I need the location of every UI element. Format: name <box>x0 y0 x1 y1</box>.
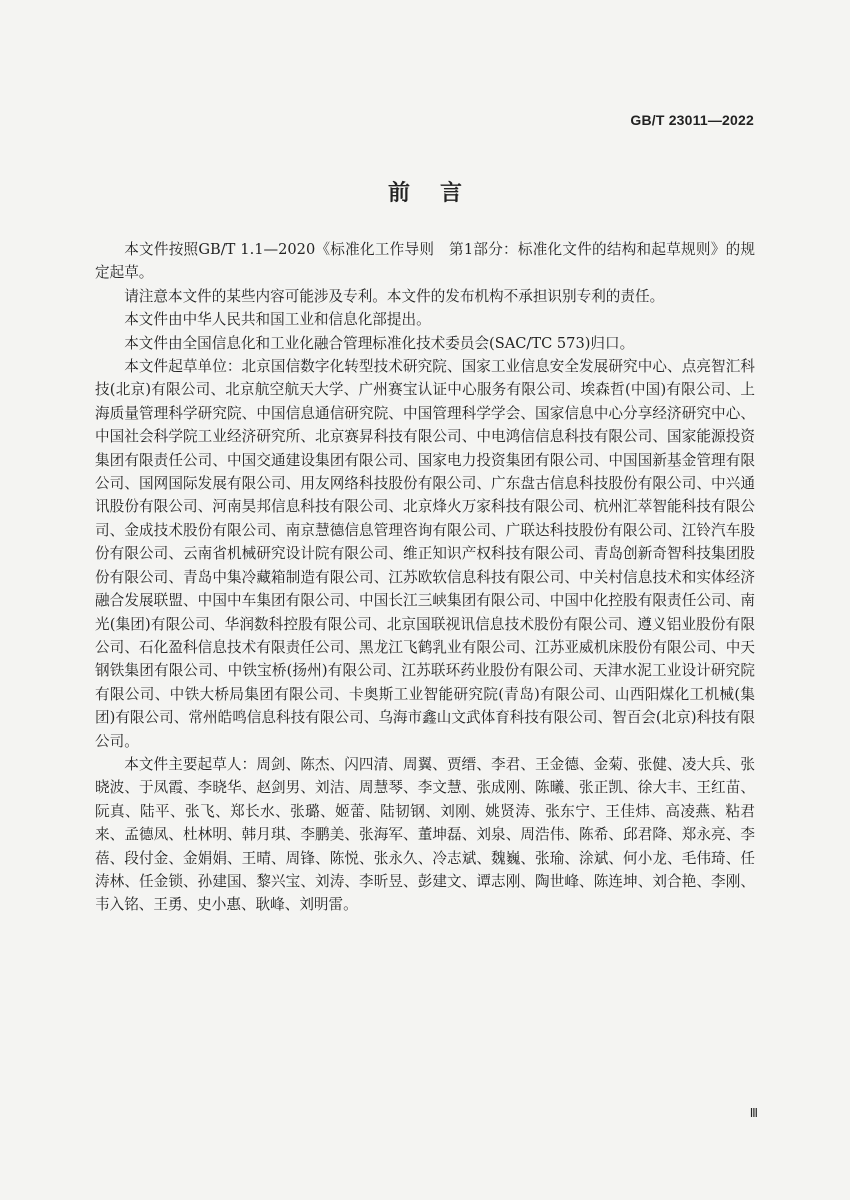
paragraph-administration: 本文件由全国信息化和工业化融合管理标准化技术委员会(SAC/TC 573)归口。 <box>124 334 635 352</box>
standard-code: GB/T 23011—2022 <box>630 112 754 128</box>
paragraph-drafters: 本文件主要起草人：周剑、陈杰、闪四清、周翼、贾缙、李君、王金德、金菊、张健、凌大兵、张晓波、于凤霞、李晓华、赵剑男、刘洁、周慧琴、李文慧、张成刚、陈曦、张正凯、徐大丰、王红苗、阮真、陆平、张飞、郑长水、张璐、姬蕾、陆韧钢、刘刚、姚贤涛、张东宁、王佳炜、高凌燕、粘君来、孟德凤、杜林明、韩月琪、李鹏美、张海军、董坤磊、刘泉、周浩伟、陈希、邱君降、郑永亮、李蓓、段付金、金娟娟、王晴、周锋、陈悦、张永久、冷志斌、魏巍、张瑜、涂斌、何小龙、毛伟琦、任涛林、任金锁、孙建国、黎兴宝、刘涛、李昕昱、彭建文、谭志刚、陶世峰、陈连坤、刘合艳、李刚、韦入铭、王勇、史小惠、耿峰、刘明雷。 <box>95 755 755 914</box>
paragraph-drafting-rules: 本文件按照GB/T 1.1—2020《标准化工作导则 第1部分：标准化文件的结构和起草规则》的规定起草。 <box>95 241 755 282</box>
page-title: 前言 <box>387 180 492 206</box>
paragraph-drafting-organizations: 本文件起草单位：北京国信数字化转型技术研究院、国家工业信息安全发展研究中心、点亮智汇科技(北京)有限公司、北京航空航天大学、广州赛宝认证中心服务有限公司、埃森哲(中国)有限公司、上海质量管理科学研究院、中国信息通信研究院、中国管理科学学会、国家信息中心分享经济研究中心、中国社会科学院工业经济研究所、北京赛昇科技有限公司、中电鸿信信息科技有限公司、国家能源投资集团有限责任公司、中国交通建设集团有限公司、国家电力投资集团有限公司、中国国新基金管理有限公司、国网国际发展有限公司、用友网络科技股份有限公司、广东盘古信息科技股份有限公司、中兴通讯股份有限公司、河南昊邦信息科技有限公司、北京烽火万家科技有限公司、杭州汇萃智能科技有限公司、金成技术股份有限公司、南京慧德信息管理咨询有限公司、广联达科技股份有限公司、江铃汽车股份有限公司、云南省机械研究设计院有限公司、维正知识产权科技有限公司、青岛创新奇智科技集团股份有限公司、青岛中集冷藏箱制造有限公司、江苏欧软信息科技有限公司、中关村信息技术和实体经济融合发展联盟、中国中车集团有限公司、中国长江三峡集团有限公司、中国中化控股有限责任公司、南光(集团)有限公司、华润数科控股有限公司、北京国联视讯信息技术股份有限公司、遵义铝业股份有限公司、石化盈科信息技术有限责任公司、黑龙江飞鹤乳业有限公司、江苏亚威机床股份有限公司、中天钢铁集团有限公司、中铁宝桥(扬州)有限公司、江苏联环药业股份有限公司、天津水泥工业设计研究院有限公司、中铁大桥局集团有限公司、卡奥斯工业智能研究院(青岛)有限公司、山西阳煤化工机械(集团)有限公司、常州皓鸣信息科技有限公司、乌海市鑫山文武体育科技有限公司、智百会(北京)科技有限公司。 <box>95 358 755 750</box>
paragraph-proposer: 本文件由中华人民共和国工业和信息化部提出。 <box>124 311 431 329</box>
page-number: Ⅲ <box>749 1106 758 1120</box>
paragraph-patent-notice: 请注意本文件的某些内容可能涉及专利。本文件的发布机构不承担识别专利的责任。 <box>124 287 665 305</box>
body-text <box>95 238 755 917</box>
